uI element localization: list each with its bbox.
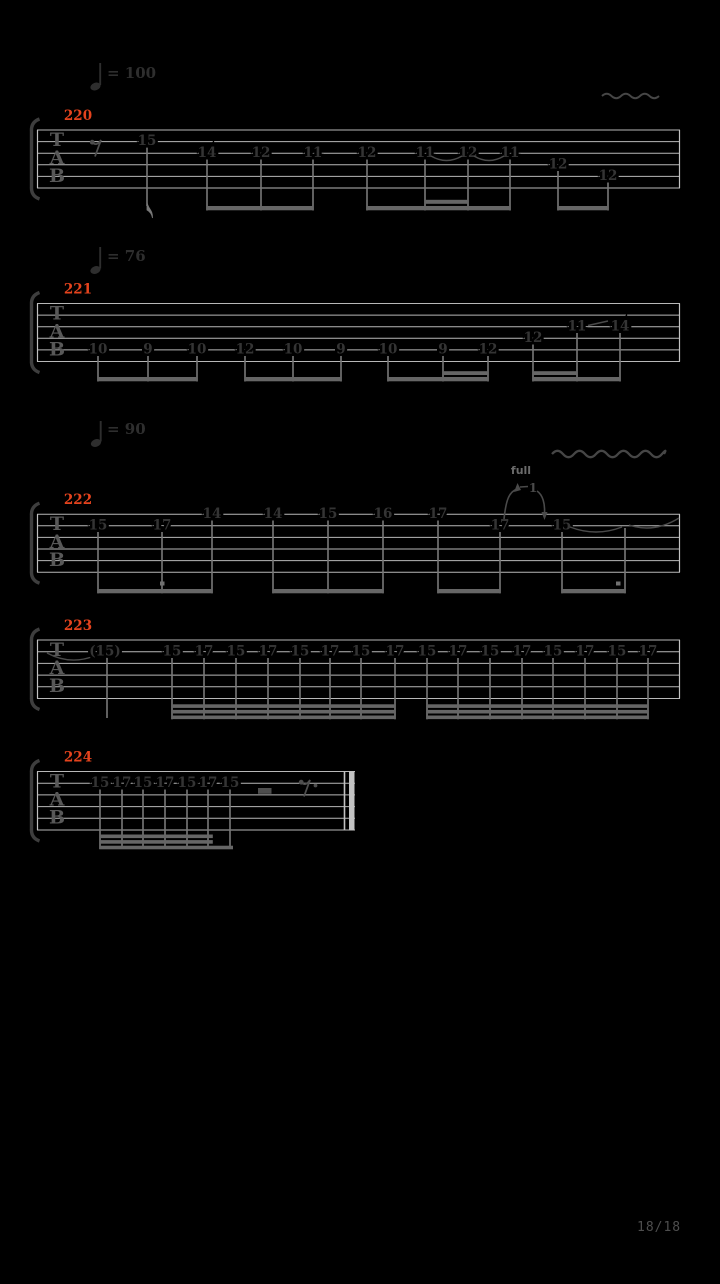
beam bbox=[424, 200, 469, 204]
fret-number: 12 bbox=[458, 144, 478, 161]
fret-number: 12 bbox=[548, 156, 568, 173]
fret-number: 12 bbox=[523, 329, 543, 346]
fret-number: 16 bbox=[373, 505, 393, 522]
beam bbox=[532, 377, 621, 381]
fret-number: 15 bbox=[290, 643, 310, 660]
beam bbox=[171, 704, 396, 708]
eighth-flag-icon bbox=[147, 202, 153, 218]
beam bbox=[97, 377, 198, 381]
tab-clef-letter: A bbox=[49, 147, 65, 169]
beam bbox=[426, 704, 649, 708]
beam bbox=[171, 716, 396, 720]
beam bbox=[99, 840, 213, 844]
fret-number: 12 bbox=[251, 144, 271, 161]
fret-number: 14 bbox=[197, 144, 217, 161]
tab-clef-letter: A bbox=[49, 657, 65, 679]
fret-number: 14 bbox=[610, 318, 630, 335]
bend-value: 1 bbox=[528, 481, 538, 495]
beam bbox=[426, 716, 649, 720]
fret-number: 10 bbox=[378, 341, 398, 358]
fret-number: 17 bbox=[490, 517, 510, 534]
fret-number: 15 bbox=[137, 133, 157, 150]
fret-number: 10 bbox=[88, 341, 108, 358]
fret-number: 15 bbox=[133, 774, 153, 791]
tempo-value: = 90 bbox=[107, 420, 146, 438]
fret-number: 17 bbox=[155, 774, 175, 791]
measure-number: 223 bbox=[63, 618, 93, 634]
tab-clef-letter: T bbox=[49, 639, 65, 661]
fret-number: 17 bbox=[638, 643, 658, 660]
fret-number: 17 bbox=[512, 643, 532, 660]
fret-number: 17 bbox=[194, 643, 214, 660]
page-indicator: 18/18 bbox=[637, 1220, 682, 1235]
eighth-rest-icon bbox=[92, 140, 101, 157]
slur-tie-arc bbox=[570, 527, 622, 532]
beam bbox=[387, 377, 489, 381]
bend-tick bbox=[520, 487, 528, 488]
system-bracket bbox=[31, 119, 39, 199]
measure-number: 222 bbox=[63, 492, 93, 509]
beam bbox=[97, 589, 213, 593]
final-barline-thick bbox=[349, 771, 355, 831]
fret-number: 15 bbox=[480, 643, 500, 660]
fret-number: 15 bbox=[90, 774, 110, 791]
vibrato-icon bbox=[552, 451, 665, 457]
fret-number: 14 bbox=[263, 505, 283, 522]
fret-number: 9 bbox=[438, 341, 448, 358]
fret-number: 11 bbox=[415, 144, 435, 161]
staff-system-224 bbox=[31, 750, 355, 850]
fret-number: 10 bbox=[283, 341, 303, 358]
tab-clef-letter: B bbox=[48, 806, 66, 829]
fret-number: 17 bbox=[448, 643, 468, 660]
fret-number: 15 bbox=[226, 643, 246, 660]
fret-number: 10 bbox=[187, 341, 207, 358]
tempo-value: = 76 bbox=[107, 247, 146, 265]
fret-number: 17 bbox=[198, 774, 218, 791]
staff-system-221 bbox=[31, 247, 680, 382]
tab-clef-letter: B bbox=[48, 338, 66, 361]
fret-number: 17 bbox=[112, 774, 132, 791]
system-bracket bbox=[31, 503, 39, 583]
slur-tie-arc bbox=[474, 156, 504, 161]
staff-system-222 bbox=[31, 420, 680, 593]
fret-number: 9 bbox=[336, 341, 346, 358]
system-bracket bbox=[31, 761, 39, 842]
tab-clef-letter: B bbox=[48, 165, 66, 187]
beam bbox=[426, 710, 649, 714]
fret-number: 15 bbox=[177, 774, 197, 791]
bend-arrowhead-down bbox=[542, 512, 548, 520]
fret-number: 15 bbox=[220, 774, 240, 791]
fret-number: 11 bbox=[567, 318, 587, 335]
beam-marker bbox=[616, 582, 621, 586]
staff-system-220 bbox=[31, 63, 680, 218]
beam bbox=[366, 206, 511, 210]
fret-number: 15 bbox=[318, 505, 338, 522]
measure-number: 220 bbox=[63, 108, 93, 124]
beam bbox=[99, 846, 233, 850]
fret-number: 12 bbox=[235, 341, 255, 358]
slur-tie-arc bbox=[431, 156, 462, 161]
measure-number: 221 bbox=[63, 281, 93, 298]
beam bbox=[272, 589, 384, 593]
system-bracket bbox=[31, 293, 39, 373]
tab-clef-letter: T bbox=[49, 513, 65, 536]
fret-number: 17 bbox=[320, 643, 340, 660]
fret-number: 15 bbox=[417, 643, 437, 660]
tab-clef-letter: A bbox=[49, 320, 65, 343]
eighth-rest-icon bbox=[301, 780, 310, 797]
fret-number: 15 bbox=[162, 643, 182, 660]
beam bbox=[206, 206, 314, 210]
slur-tie-arc bbox=[629, 518, 679, 528]
bend-release-arrow bbox=[537, 491, 545, 513]
tab-clef-letter: A bbox=[49, 531, 65, 554]
tab-clef-letter: A bbox=[49, 788, 65, 811]
beam bbox=[442, 371, 489, 375]
fret-number: 14 bbox=[202, 505, 222, 522]
beam bbox=[244, 377, 342, 381]
fret-number: 17 bbox=[428, 505, 448, 522]
beam bbox=[557, 206, 609, 210]
fret-number: 17 bbox=[258, 643, 278, 660]
fret-number: 17 bbox=[575, 643, 595, 660]
fret-number: 12 bbox=[598, 168, 618, 184]
vibrato-icon bbox=[602, 94, 659, 98]
staff-system-223 bbox=[31, 618, 680, 719]
fret-number: 15 bbox=[552, 517, 572, 534]
augmentation-dot bbox=[314, 784, 318, 788]
fret-number: 11 bbox=[303, 144, 323, 161]
beam-marker bbox=[160, 582, 165, 586]
tab-clef-letter: B bbox=[48, 675, 66, 697]
tempo-value: = 100 bbox=[107, 64, 157, 82]
fret-number: 12 bbox=[357, 144, 377, 161]
tab-clef-letter: T bbox=[49, 129, 65, 151]
fret-number: 12 bbox=[478, 341, 498, 358]
fret-number: (15) bbox=[89, 643, 121, 660]
beam bbox=[171, 710, 396, 714]
slide-line bbox=[588, 321, 608, 326]
fret-number: 15 bbox=[607, 643, 627, 660]
tab-clef-letter: T bbox=[49, 302, 65, 325]
fret-number: 17 bbox=[385, 643, 405, 660]
fret-number: 11 bbox=[500, 144, 520, 161]
fret-number: 15 bbox=[351, 643, 371, 660]
system-bracket bbox=[31, 629, 39, 710]
fret-number: 15 bbox=[543, 643, 563, 660]
fret-number: 9 bbox=[143, 341, 153, 358]
beam bbox=[437, 589, 501, 593]
tab-clef-letter: B bbox=[48, 549, 66, 572]
beam bbox=[99, 835, 213, 839]
fret-number: 17 bbox=[152, 517, 172, 534]
beam bbox=[561, 589, 626, 593]
beam bbox=[532, 371, 578, 375]
bend-arrowhead-up bbox=[514, 483, 521, 492]
tab-clef-letter: T bbox=[49, 770, 65, 793]
bend-full-label: full bbox=[510, 464, 532, 477]
half-rest-icon bbox=[258, 788, 272, 794]
fret-number: 15 bbox=[88, 517, 108, 534]
measure-number: 224 bbox=[63, 749, 93, 766]
